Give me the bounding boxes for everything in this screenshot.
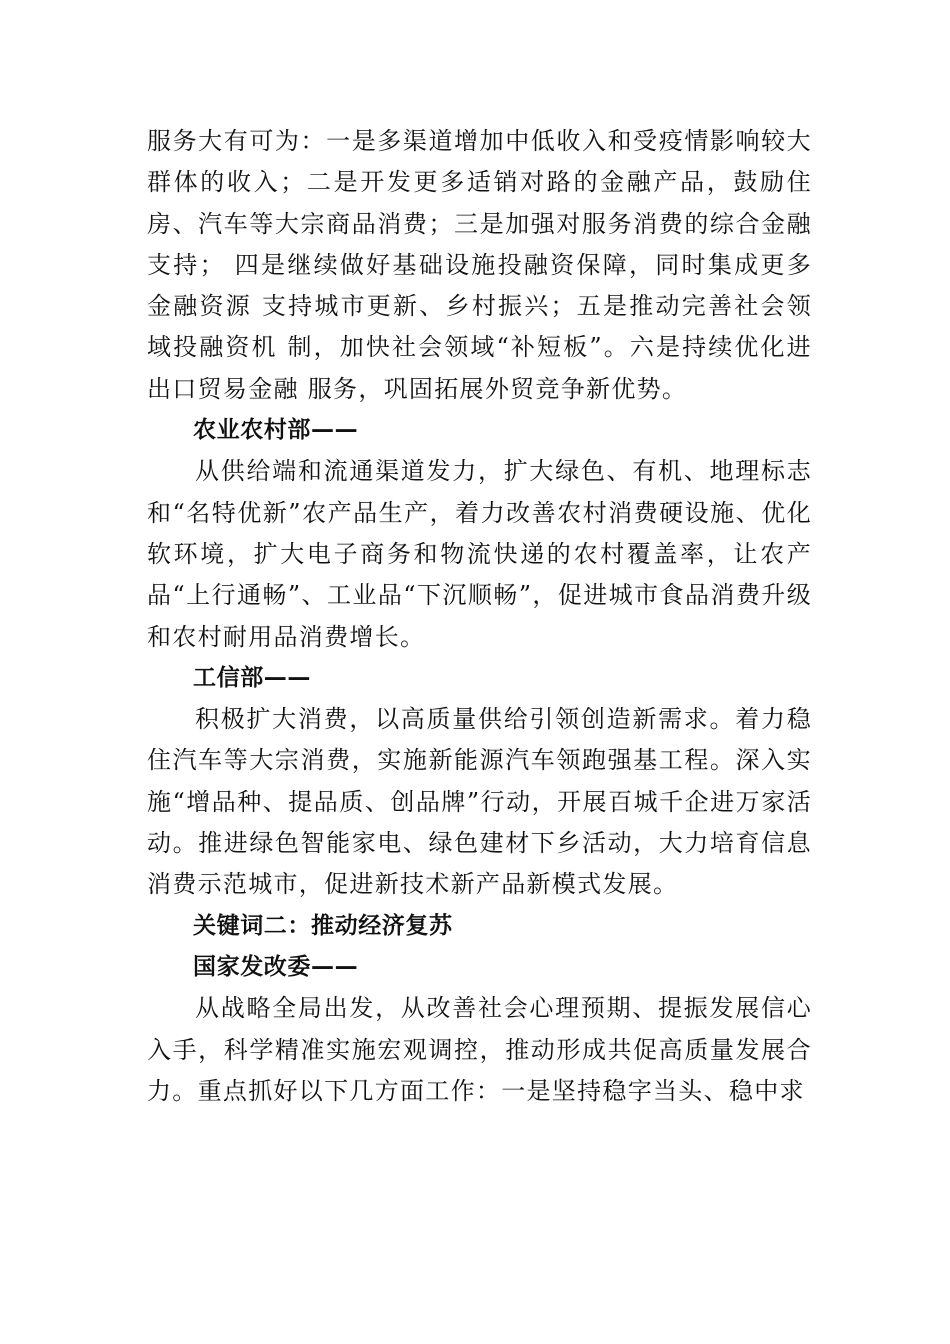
paragraph-finance-services: 服务大有可为：一是多渠道增加中低收入和受疫情影响较大群体的收入；二是开发更多适销对路的金融产品，鼓励住房、汽车等大宗商品消费；三是加强对服务消费的综合金融支持； 四是继续做好基础设施投融资保障，同时集成更多金融资源 支持城市更新、乡村振兴；五是推动完善社会领域投融资机 制，加快社会领域“补短板”。六是持续优化进出口贸易金融 服务，巩固拓展外贸竞争新优势。	[147, 127, 812, 403]
heading-miit: 工信部——	[193, 664, 311, 691]
document-page	[147, 121, 812, 1112]
heading-ndrc: 国家发改委——	[193, 953, 359, 980]
heading-agriculture-ministry: 农业农村部——	[193, 417, 359, 444]
heading-keyword-two: 关键词二：推动经济复苏	[193, 912, 453, 939]
paragraph-agriculture: 从供给端和流通渠道发力，扩大绿色、有机、地理标志和“名特优新”农产品生产，着力改善农村消费硬设施、优化软环境，扩大电子商务和物流快递的农村覆盖率，让农产品“上行通畅”、工业品“下沉顺畅”，促进城市食品消费升级和农村耐用品消费增长。	[147, 457, 812, 651]
paragraph-miit: 积极扩大消费，以高质量供给引领创造新需求。着力稳住汽车等大宗消费，实施新能源汽车领跑强基工程。深入实施“增品种、提品质、创品牌”行动，开展百城千企进万家活动。推进绿色智能家电、绿色建材下乡活动，大力培育信息消费示范城市，促进新技术新产品新模式发展。	[147, 705, 812, 899]
paragraph-ndrc: 从战略全局出发，从改善社会心理预期、提振发展信心入手，科学精准实施宏观调控，推动形成共促高质量发展合力。重点抓好以下几方面工作：一是坚持稳字当头、稳中求	[147, 994, 812, 1105]
